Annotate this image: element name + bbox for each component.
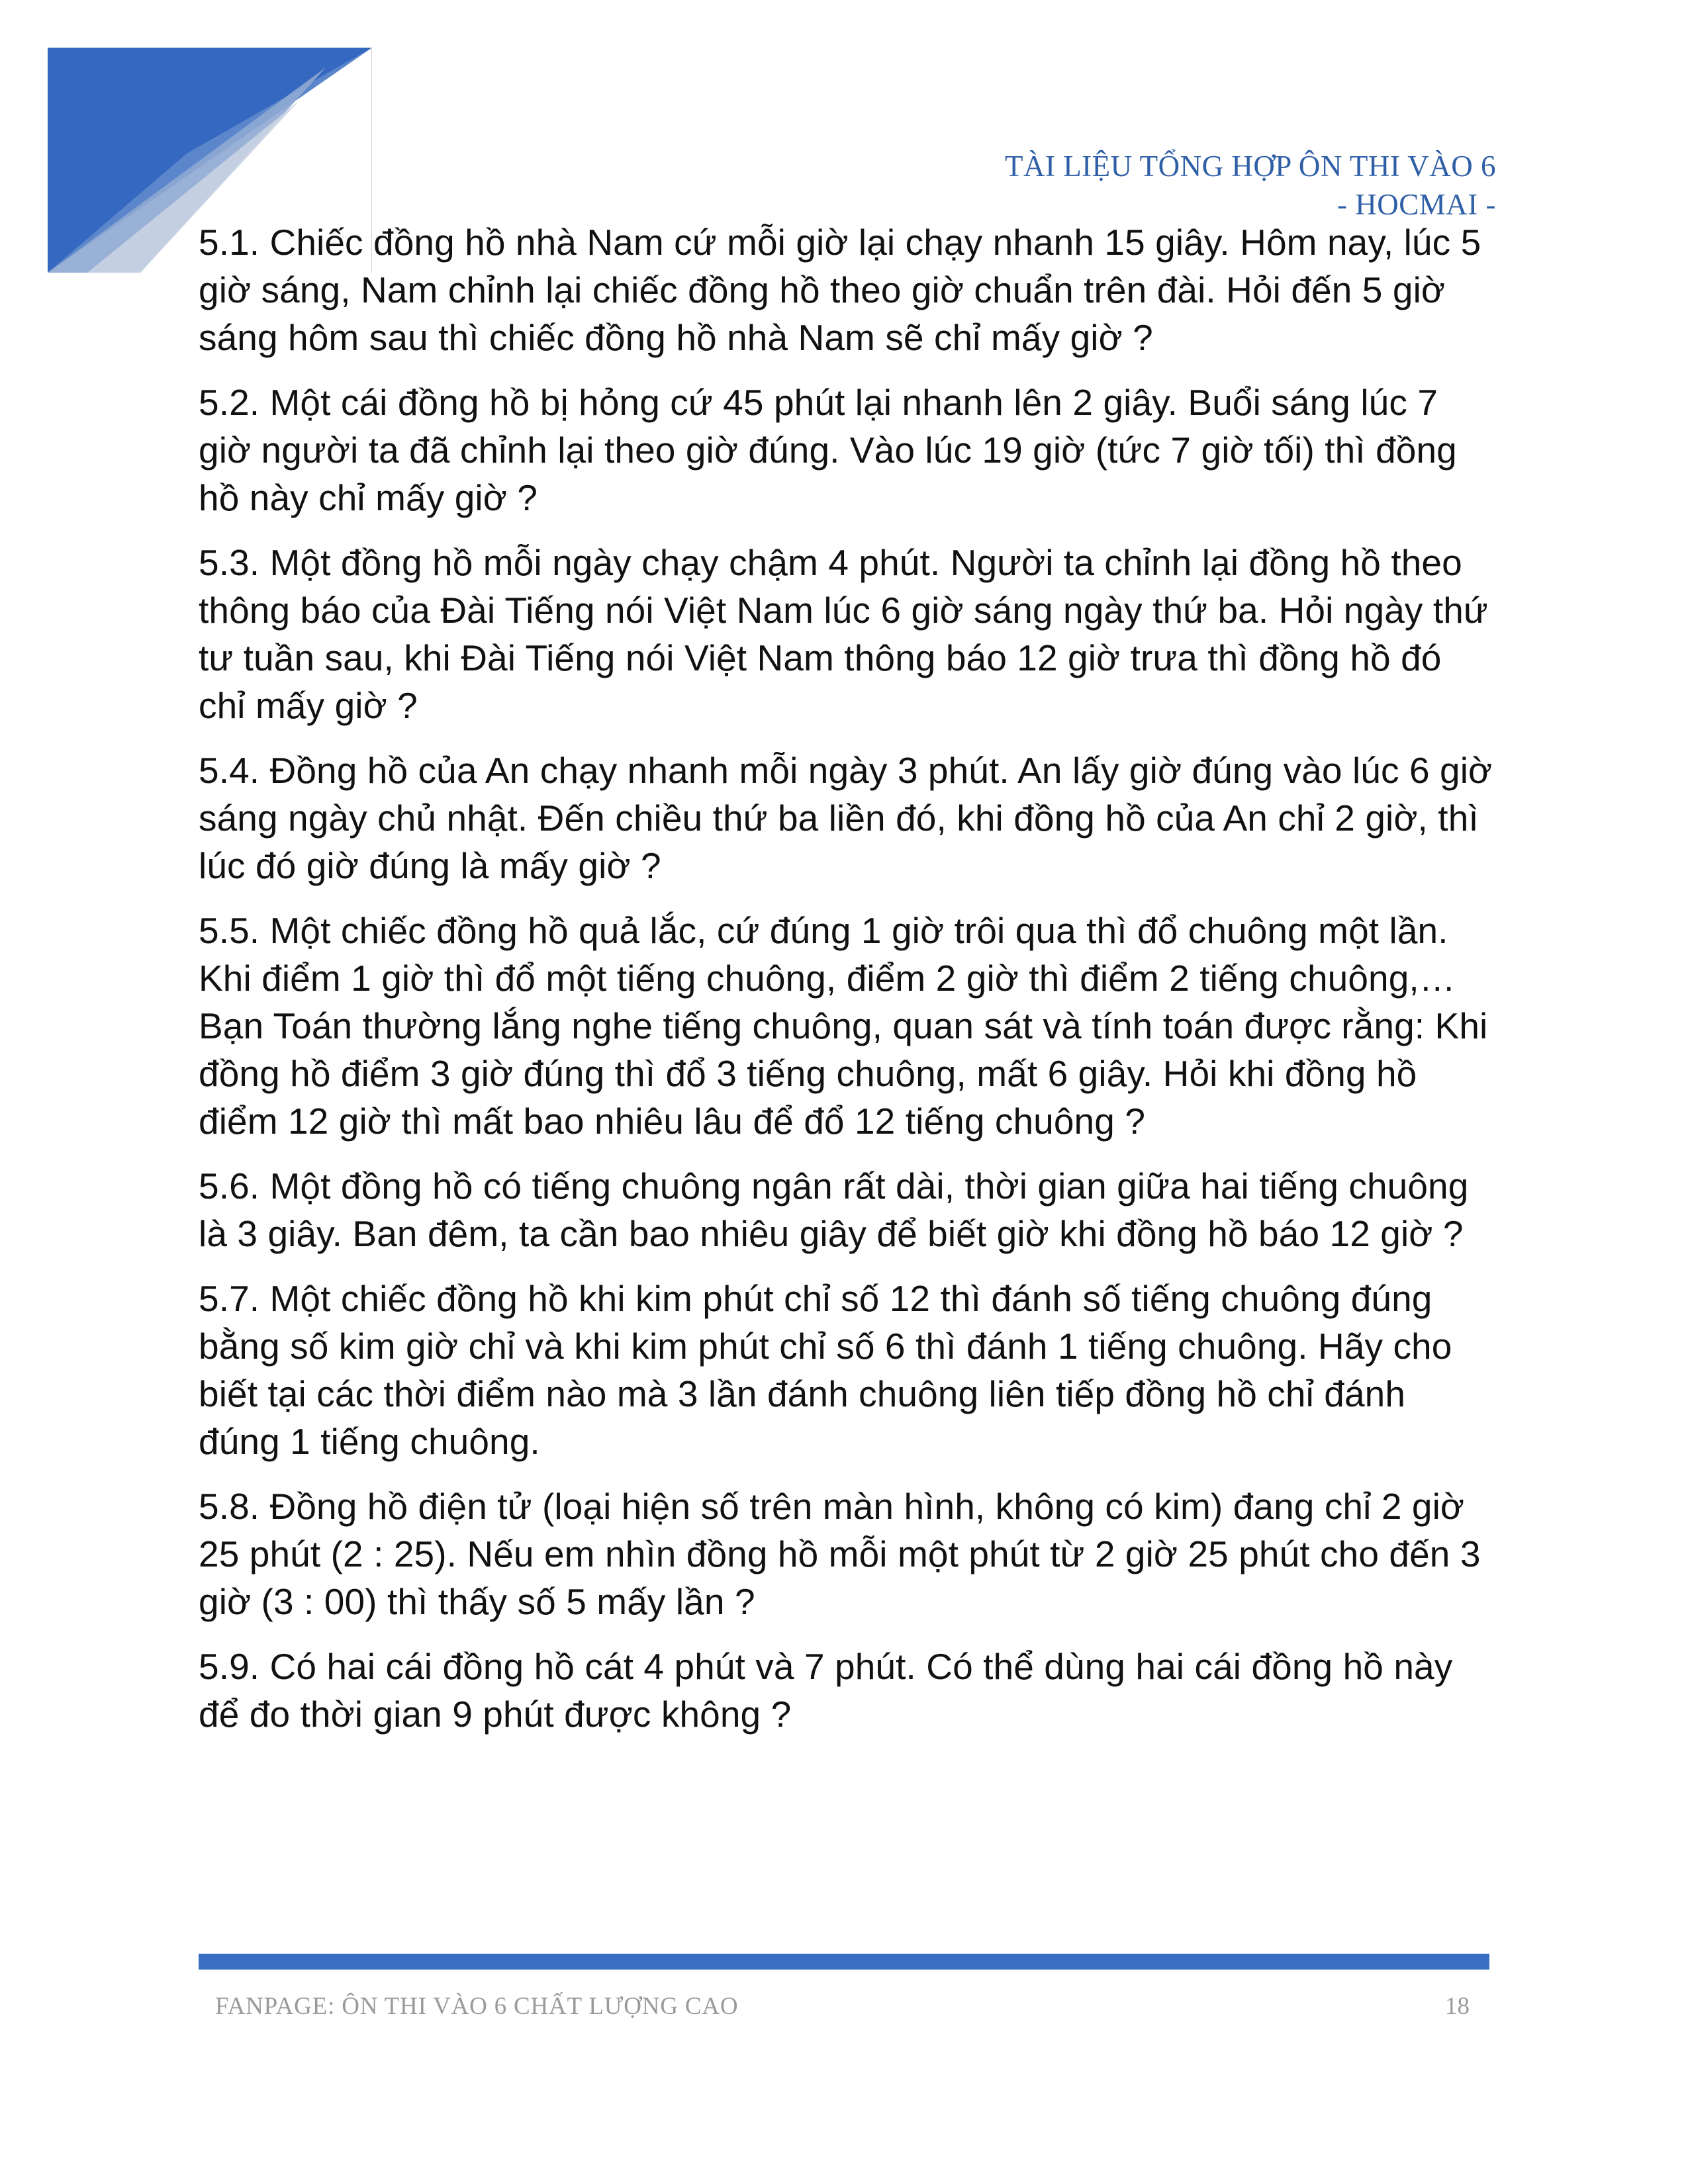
problem-5-9: 5.9. Có hai cái đồng hồ cát 4 phút và 7 phút. Có thể dùng hai cái đồng hồ này để đo thời gian 9 phút được không ?	[199, 1646, 1453, 1735]
problem-5-3: 5.3. Một đồng hồ mỗi ngày chạy chậm 4 phút. Người ta chỉnh lại đồng hồ theo thông báo của Đài Tiếng nói Việt Nam lúc 6 giờ sáng ngày thứ ba. Hỏi ngày thứ tư tuần sau, khi Đài Tiếng nói Việt Nam thông báo 12 giờ trưa thì đồng hồ đó chỉ mấy giờ ?	[199, 542, 1488, 726]
footer-divider	[199, 1954, 1489, 1970]
document-header	[1005, 147, 1496, 224]
page-number: 18	[1445, 1993, 1470, 2020]
header-title: TÀI LIỆU TỔNG HỢP ÔN THI VÀO 6	[1004, 150, 1496, 183]
problem-5-7: 5.7. Một chiếc đồng hồ khi kim phút chỉ số 12 thì đánh số tiếng chuông đúng bằng số kim giờ chỉ và khi kim phút chỉ số 6 thì đánh 1 tiếng chuông. Hãy cho biết tại các thời điểm nào mà 3 lần đánh chuông liên tiếp đồng hồ chỉ đánh đúng 1 tiếng chuông.	[199, 1278, 1452, 1462]
problem-5-8: 5.8. Đồng hồ điện tử (loại hiện số trên màn hình, không có kim) đang chỉ 2 giờ 25 phút (2 : 25). Nếu em nhìn đồng hồ mỗi một phút từ 2 giờ 25 phút cho đến 3 giờ (3 : 00) thì thấy số 5 mấy lần ?	[199, 1486, 1481, 1622]
problem-5-4: 5.4. Đồng hồ của An chạy nhanh mỗi ngày 3 phút. An lấy giờ đúng vào lúc 6 giờ sáng ngày chủ nhật. Đến chiều thứ ba liền đó, khi đồng hồ của An chỉ 2 giờ, thì lúc đó giờ đúng là mấy giờ ?	[199, 750, 1493, 886]
header-subtitle: - HOCMAI -	[1337, 188, 1496, 221]
problem-5-1: 5.1. Chiếc đồng hồ nhà Nam cứ mỗi giờ lại chạy nhanh 15 giây. Hôm nay, lúc 5 giờ sáng, Nam chỉnh lại chiếc đồng hồ theo giờ chuẩn trên đài. Hỏi đến 5 giờ sáng hôm sau thì chiếc đồng hồ nhà Nam sẽ chỉ mấy giờ ?	[199, 222, 1481, 358]
problem-list	[199, 218, 1496, 1755]
problem-5-6: 5.6. Một đồng hồ có tiếng chuông ngân rất dài, thời gian giữa hai tiếng chuông là 3 giây. Ban đêm, ta cần bao nhiêu giây để biết giờ khi đồng hồ báo 12 giờ ?	[199, 1165, 1469, 1254]
problem-5-2: 5.2. Một cái đồng hồ bị hỏng cứ 45 phút lại nhanh lên 2 giây. Buổi sáng lúc 7 giờ người ta đã chỉnh lại theo giờ đúng. Vào lúc 19 giờ (tức 7 giờ tối) thì đồng hồ này chỉ mấy giờ ?	[199, 382, 1457, 518]
problem-5-5: 5.5. Một chiếc đồng hồ quả lắc, cứ đúng 1 giờ trôi qua thì đổ chuông một lần. Khi điểm 1 giờ thì đổ một tiếng chuông, điểm 2 giờ thì điểm 2 tiếng chuông,… Bạn Toán thường lắng nghe tiếng chuông, quan sát và tính toán được rằng: Khi đồng hồ điểm 3 giờ đúng thì đổ 3 tiếng chuông, mất 6 giây. Hỏi khi đồng hồ điểm 12 giờ thì mất bao nhiêu lâu để đổ 12 tiếng chuông ?	[199, 910, 1488, 1142]
footer-fanpage: FANPAGE: ÔN THI VÀO 6 CHẤT LƯỢNG CAO	[215, 1993, 739, 2020]
